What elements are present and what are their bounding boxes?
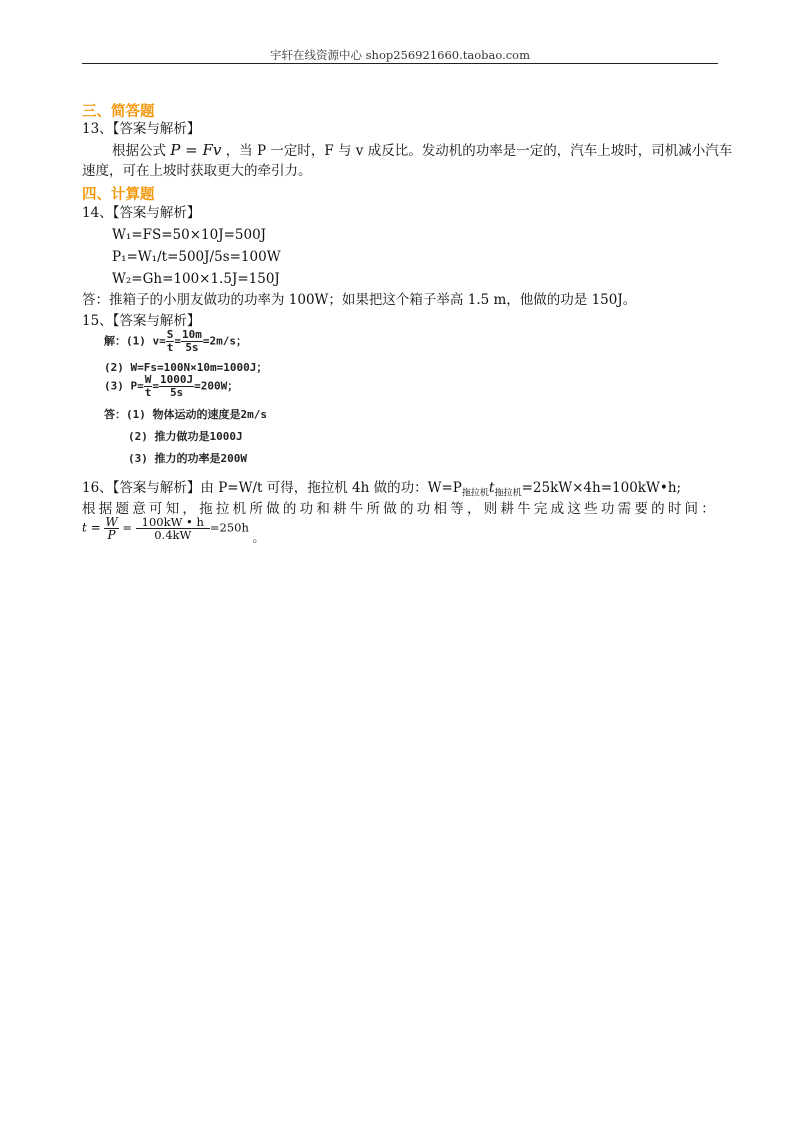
- q16-frac-values: [136, 516, 210, 541]
- q15-line-3: [104, 374, 238, 399]
- q16-t: t: [488, 480, 495, 496]
- q13-text-b: ，当 P 一定时，F 与 v 成反比。发动机的功率是一定的，汽车上坡时，司机减小汽车: [225, 143, 733, 159]
- q15-l3-post: =200W；: [194, 379, 239, 393]
- q15-frac-values: [181, 329, 203, 354]
- q14-p1: P₁=W₁/t=500J/5s=100W: [112, 249, 281, 265]
- q15-answer-3: (3) 推力的功率是200W: [128, 452, 247, 465]
- q15-frac-wt-num: W: [144, 373, 152, 386]
- page-header: 宇轩在线资源中心 shop256921660.taobao.com: [269, 48, 531, 62]
- q16-frac-wp: [104, 516, 118, 541]
- q14-label: 14、【答案与解析】: [82, 205, 201, 221]
- q16-text-b: =25kW×4h=100kW•h;: [521, 480, 682, 496]
- q15-frac-wt-den: t: [144, 386, 152, 399]
- q15-l3-pre: (3) P=: [104, 379, 144, 393]
- q15-frac-values-num: 10m: [182, 328, 202, 341]
- q13-line-2: 速度，可在上坡时获取更大的牵引力。: [82, 163, 312, 179]
- q16-frac-wp-den: P: [107, 528, 116, 542]
- q16-line-2: 根据题意可知，拖拉机所做的功和耕牛所做的功相等，则耕牛完成这些功需要的时间：: [82, 501, 718, 517]
- q15-l3-eq: =: [152, 379, 159, 393]
- q16-frac-wp-num: W: [105, 515, 118, 529]
- q13-text-a: 根据公式: [112, 143, 166, 159]
- q15-l1-post: =2m/s；: [202, 334, 247, 348]
- section-title-calculation: 四、计算题: [82, 187, 155, 203]
- q13-formula: P = Fv: [170, 141, 222, 159]
- q13-line-1: [112, 141, 732, 160]
- q16-sub-1: 拖拉机: [461, 488, 489, 499]
- q15-frac-power-den: 5s: [169, 386, 184, 399]
- q16-frac-values-num: 100kW • h: [136, 516, 210, 529]
- q16-equation: [82, 516, 264, 547]
- q14-answer: 答：推箱子的小朋友做功的功率为 100W；如果把这个箱子举高 1.5 m，他做的功是 150J。: [82, 292, 637, 308]
- q15-line-2: (2) W=Fs=100N×10m=1000J；: [104, 361, 268, 374]
- q15-label: 15、【答案与解析】: [82, 313, 201, 329]
- q15-answer-1: 答：(1) 物体运动的速度是2m/s: [104, 408, 267, 421]
- q15-line-1: [104, 329, 247, 354]
- q16-eq-lhs: t =: [82, 520, 101, 535]
- q16-eq-eq: =: [122, 520, 132, 535]
- q14-w2: W₂=Gh=100×1.5J=150J: [112, 271, 280, 287]
- q14-w1: W₁=FS=50×10J=500J: [112, 227, 267, 243]
- q16-text-a: 16、【答案与解析】由 P=W/t 可得，拖拉机 4h 做的功：W=P: [82, 480, 462, 496]
- q16-sub-2: 拖拉机: [494, 488, 522, 499]
- q15-l1-pre: 解：(1) v=: [104, 334, 166, 348]
- q15-frac-st-num: S: [166, 328, 174, 341]
- q15-frac-st-den: t: [166, 341, 174, 354]
- header-divider: [82, 63, 718, 64]
- q13-label: 13、【答案与解析】: [82, 121, 201, 137]
- q15-frac-power-num: 1000J: [160, 373, 194, 386]
- section-title-short-answer: 三、简答题: [82, 104, 155, 120]
- q15-answer-2: (2) 推力做功是1000J: [128, 430, 243, 443]
- q15-frac-values-den: 5s: [185, 341, 199, 354]
- q16-frac-values-den: 0.4kW: [154, 528, 192, 542]
- q15-l1-eq: =: [174, 334, 181, 348]
- q16-eq-end: 。: [252, 530, 265, 545]
- q16-eq-post: =250h: [209, 520, 249, 535]
- q15-frac-power: [159, 374, 194, 399]
